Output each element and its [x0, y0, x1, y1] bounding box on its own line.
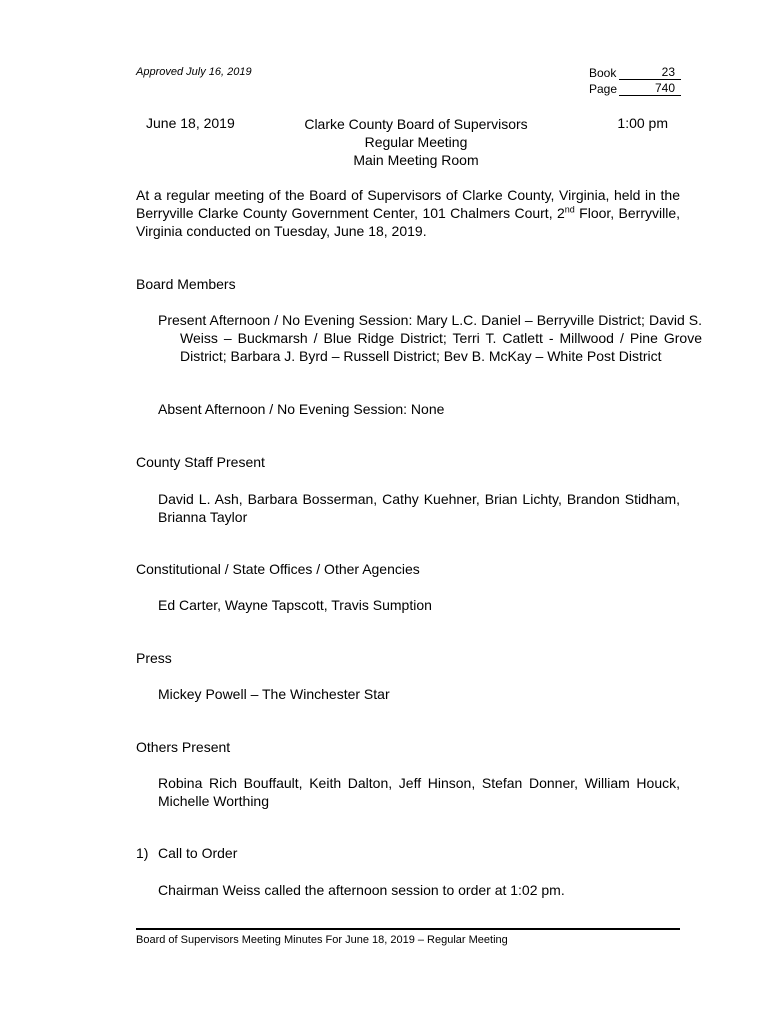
- meeting-date: June 18, 2019: [146, 115, 235, 131]
- footer-divider: [136, 928, 680, 930]
- page-value: 740: [619, 81, 681, 96]
- call-to-order-heading: Call to Order: [158, 845, 238, 861]
- intro-paragraph: [136, 186, 680, 240]
- page-label: Page: [589, 82, 618, 96]
- call-to-order-number: 1): [136, 845, 149, 861]
- press-heading: Press: [136, 650, 172, 666]
- board-members-absent: Absent Afternoon / No Evening Session: None: [158, 401, 445, 417]
- meeting-time: 1:00 pm: [617, 115, 668, 131]
- board-members-present: Present Afternoon / No Evening Session: Mary L.C. Daniel – Berryville District; David S. Weiss – Buckmarsh / Blue Ridge District; Terri T. Catlett - Millwood / Pine Grove District; Barbara J. Byrd – Russell District; Bev B. McKay – White Post District: [158, 312, 702, 364]
- meeting-type: Regular Meeting: [364, 134, 468, 150]
- others-present-names: Robina Rich Bouffault, Keith Dalton, Jeff Hinson, Stefan Donner, William Houck, Michelle Worthing: [158, 775, 680, 809]
- county-staff-names: David L. Ash, Barbara Bosserman, Cathy Kuehner, Brian Lichty, Brandon Stidham, Brianna Taylor: [158, 491, 680, 525]
- intro-part2: Floor, Berryville, Virginia conducted on Tuesday, June 18, 2019.: [136, 205, 681, 239]
- board-members-heading: Board Members: [136, 276, 236, 292]
- meeting-title-block: [136, 115, 696, 169]
- others-present-heading: Others Present: [136, 739, 231, 755]
- book-label: Book: [589, 66, 617, 80]
- intro-part1: At a regular meeting of the Board of Supervisors of Clarke County, Virginia, held in the Berryville Clarke County Government Center, 101 Chalmers Court, 2: [136, 187, 680, 221]
- book-value: 23: [619, 65, 681, 80]
- call-to-order-text: Chairman Weiss called the afternoon session to order at 1:02 pm.: [158, 882, 565, 898]
- book-page-reference: [589, 64, 681, 96]
- meeting-body-title: Clarke County Board of Supervisors: [304, 116, 528, 132]
- constitutional-heading: Constitutional / State Offices / Other Agencies: [136, 561, 420, 577]
- intro-sup: nd: [564, 204, 575, 215]
- page-row: [589, 80, 681, 96]
- footer-caption: Board of Supervisors Meeting Minutes For June 18, 2019 – Regular Meeting: [136, 934, 508, 946]
- book-row: [589, 64, 681, 80]
- constitutional-names: Ed Carter, Wayne Tapscott, Travis Sumption: [158, 597, 432, 613]
- county-staff-heading: County Staff Present: [136, 454, 265, 470]
- press-names: Mickey Powell – The Winchester Star: [158, 686, 390, 702]
- approved-note: Approved July 16, 2019: [136, 66, 252, 78]
- meeting-location: Main Meeting Room: [353, 152, 479, 168]
